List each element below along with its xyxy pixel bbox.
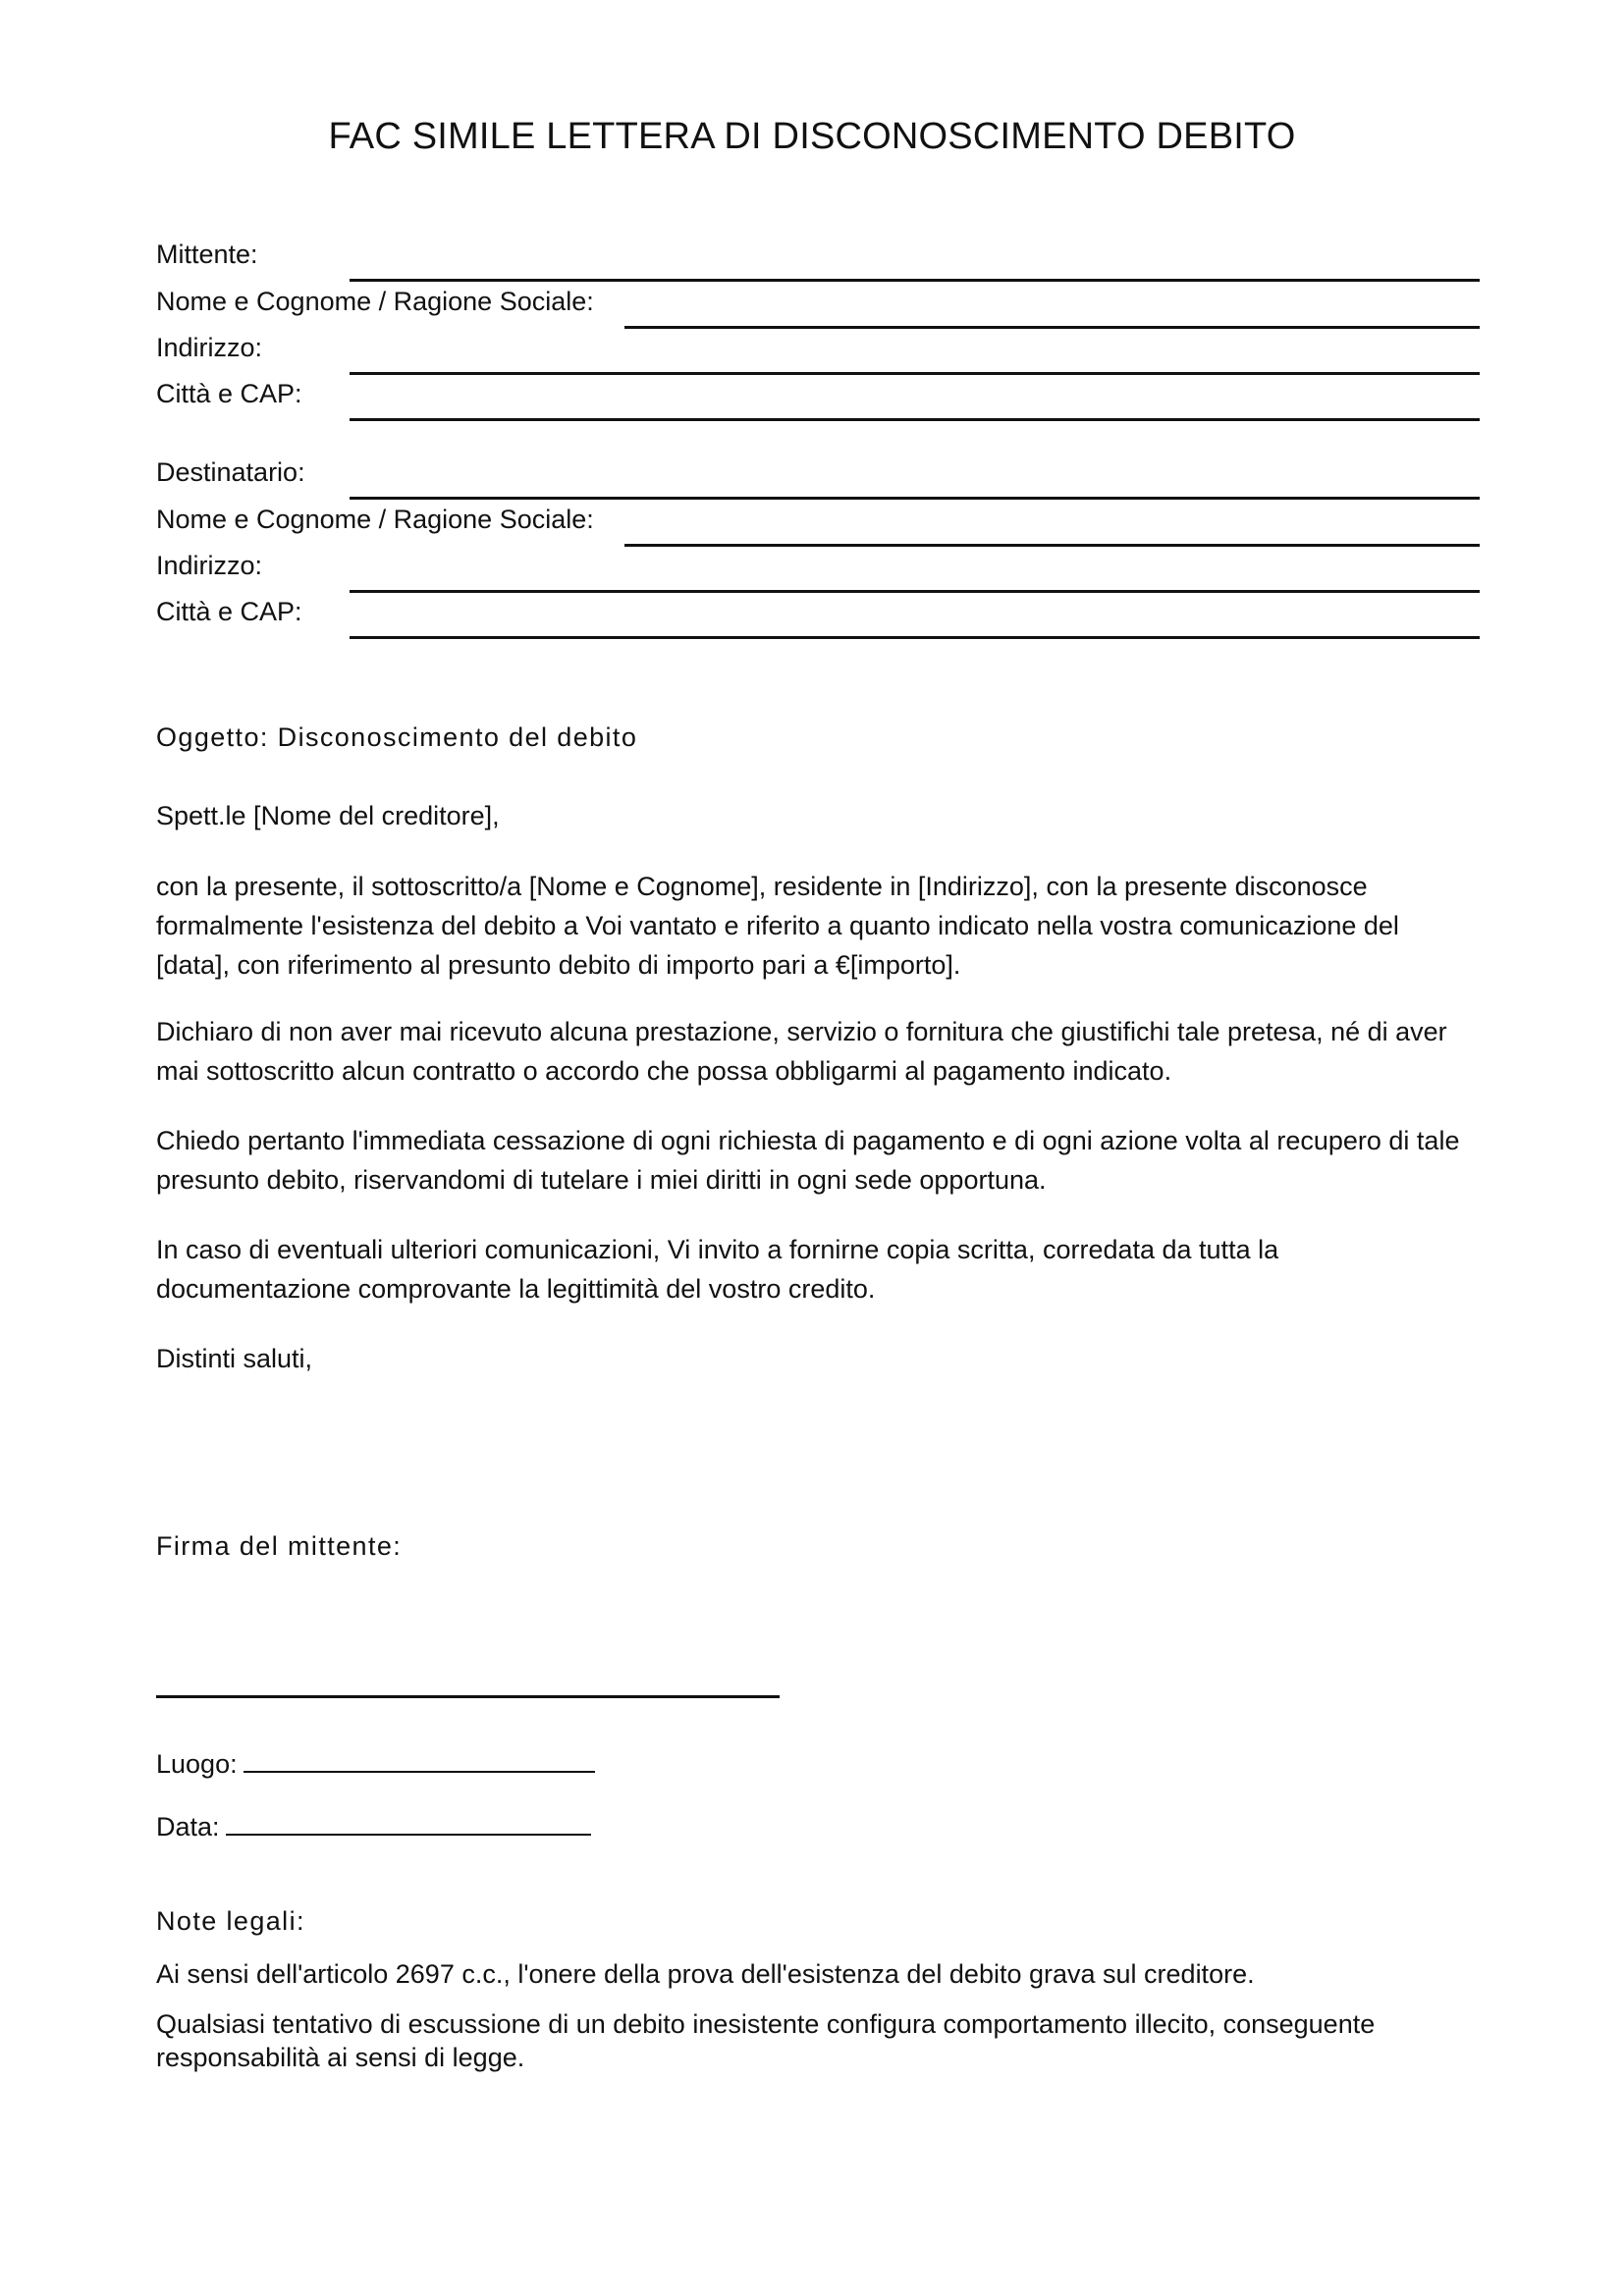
recipient-heading-row bbox=[156, 453, 1480, 500]
recipient-name-label: Nome e Cognome / Ragione Sociale: bbox=[156, 505, 594, 534]
legal-note-1: Ai sensi dell'articolo 2697 c.c., l'onere della prova dell'esistenza del debito grava sul creditore. bbox=[156, 1959, 1255, 1989]
place-label: Luogo: bbox=[156, 1749, 238, 1779]
sender-address-label: Indirizzo: bbox=[156, 333, 263, 362]
document-title: FAC SIMILE LETTERA DI DISCONOSCIMENTO DEBITO bbox=[328, 116, 1296, 157]
recipient-city-row bbox=[156, 592, 1480, 639]
sender-heading-row bbox=[156, 235, 1480, 282]
body-paragraph-2: Dichiaro di non aver mai ricevuto alcuna prestazione, servizio o fornitura che giustifichi tale pretesa, né di aver mai sottoscritto alcun contratto o accordo che possa obbligarmi al pagamento indicato. bbox=[156, 1017, 1447, 1086]
sender-city-label: Città e CAP: bbox=[156, 379, 302, 408]
sender-address-row bbox=[156, 328, 1480, 375]
sender-city-field[interactable] bbox=[350, 418, 1480, 421]
recipient-heading-label: Destinatario: bbox=[156, 457, 305, 487]
recipient-city-field[interactable] bbox=[350, 636, 1480, 639]
sender-name-row bbox=[156, 282, 1480, 329]
legal-note-2: Qualsiasi tentativo di escussione di un debito inesistente configura comportamento illecito, conseguente responsabilità ai sensi di legge. bbox=[156, 2009, 1376, 2072]
place-field[interactable] bbox=[244, 1749, 595, 1773]
signature-field[interactable] bbox=[156, 1695, 780, 1698]
date-field[interactable] bbox=[226, 1812, 591, 1836]
recipient-city-label: Città e CAP: bbox=[156, 597, 302, 626]
legal-notes-heading: Note legali: bbox=[156, 1906, 305, 1936]
date-label: Data: bbox=[156, 1812, 220, 1842]
date-row bbox=[156, 1807, 1480, 1846]
place-row bbox=[156, 1744, 1480, 1784]
recipient-address-row bbox=[156, 546, 1480, 593]
body-paragraph-3: Chiedo pertanto l'immediata cessazione di ogni richiesta di pagamento e di ogni azione volta al recupero di tale presunto debito, riservandomi di tutelare i miei diritti in ogni sede opportuna. bbox=[156, 1126, 1460, 1195]
recipient-name-row bbox=[156, 500, 1480, 547]
signature-label: Firma del mittente: bbox=[156, 1531, 403, 1561]
recipient-address-label: Indirizzo: bbox=[156, 551, 263, 580]
salutation: Spett.le [Nome del creditore], bbox=[156, 801, 500, 830]
subject-line: Oggetto: Disconoscimento del debito bbox=[156, 722, 638, 752]
sender-heading-label: Mittente: bbox=[156, 240, 258, 269]
sender-name-label: Nome e Cognome / Ragione Sociale: bbox=[156, 287, 594, 316]
sender-city-row bbox=[156, 374, 1480, 421]
body-paragraph-1: con la presente, il sottoscritto/a [Nome e Cognome], residente in [Indirizzo], con la presente disconosce formalmente l'esistenza del debito a Voi vantato e riferito a quanto indicato nella vostra comunicazione del [data], con riferimento al presunto debito di importo pari a €[importo]. bbox=[156, 872, 1399, 980]
body-paragraph-4: In caso di eventuali ulteriori comunicazioni, Vi invito a fornirne copia scritta, corredata da tutta la documentazione comprovante la legittimità del vostro credito. bbox=[156, 1235, 1279, 1304]
closing-line: Distinti saluti, bbox=[156, 1344, 313, 1373]
